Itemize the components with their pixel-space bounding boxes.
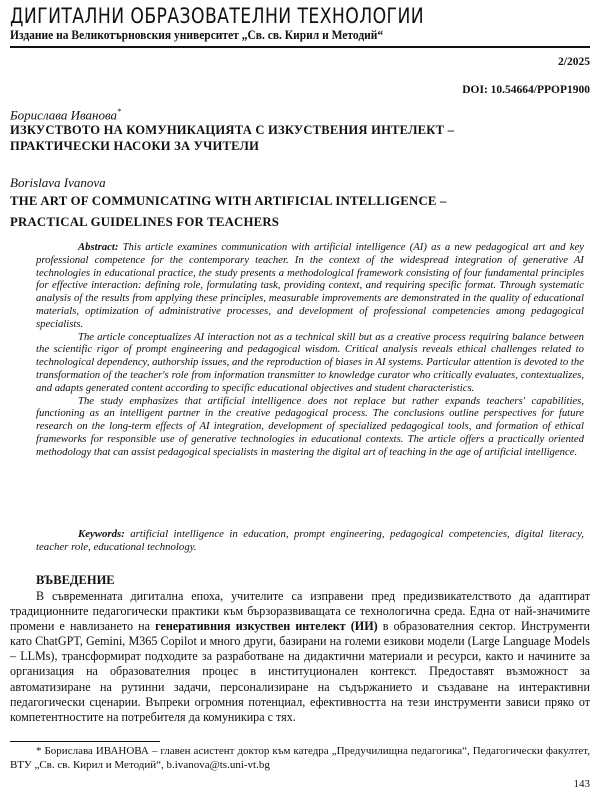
title-en-line: THE ART OF COMMUNICATING WITH ARTIFICIAL INTELLIGENCE – (10, 194, 447, 208)
footnote-rule (10, 741, 160, 742)
author-en: Borislava Ivanova (10, 175, 106, 190)
title-bg-line: ПРАКТИЧЕСКИ НАСОКИ ЗА УЧИТЕЛИ (10, 139, 260, 153)
abstract-text: This article examines communication with artificial intelligence (AI) as a new pedagogical art and key professional competence for the contemporary teacher. In the context of the widespread integration of generative AI technologies in educational practice, the study presents a methodological framework consisting of four fundamental principles for effective interaction: defining role, formulating task, providing context, and requiring specific format. Through systematic analysis of the results from applying these principles, measurable improvements are demonstrated in the quality of educational materials, optimization of administrative processes, and development of professional competencies among pedagogical specialists. (36, 241, 585, 330)
header-rule (10, 46, 590, 48)
abstract-label: Abstract: (78, 241, 119, 253)
title-en-line: PRACTICAL GUIDELINES FOR TEACHERS (10, 215, 280, 229)
abstract-paragraph (36, 241, 584, 331)
author-footnote: * Борислава ИВАНОВА – главен асистент доктор към катедра „Предучилищна педагогика“, Педагогически факултет, ВТУ „Св. св. Кирил и Методий“, b.ivanova@ts.uni-vt.bg (10, 745, 590, 771)
section-heading-introduction: ВЪВЕДЕНИЕ (36, 573, 115, 587)
intro-text: в образователния сектор. Инструменти като ChatGPT, Gemini, M365 Copilot и много други, базирани на големи езикови модели (Large Language Models – LLMs), трансформират подходите за разработване на дидактични материали и ресурси, както и начините за организация на образователния процес в институционален контекст. Предоставят възможност за автоматизиране на рутинни задачи, персонализиране на съдържанието и създаване на интерактивни педагогически сценарии. Въпреки огромния потенциал, ефективността на тези инструменти зависи пряко от компетентностите на потребителя да комуникира с тях. (10, 619, 590, 724)
page-number: 143 (573, 778, 590, 790)
abstract (36, 241, 584, 459)
author-bg (10, 107, 121, 123)
publisher-line: Издание на Великотърновския университет „Св. св. Кирил и Методий“ (10, 28, 384, 42)
abstract-paragraph: The study emphasizes that artificial intelligence does not replace but rather expands teachers' capabilities, functioning as an intelligent partner in the creative pedagogical process. The conclusions outline perspectives for future research on the long-term effects of AI integration, development of specialized pedagogical tools, and formation of ethical frameworks for responsible use of generative technologies in educational contexts. The article offers a practically oriented methodology that can assist pedagogical specialists in mastering the digital art of teaching in the age of artificial intelligence. (36, 394, 584, 458)
intro-text: В съвременната дигитална епоха, учителите са изправени пред предизвикателството да адаптират традиционните педагогически практики към бързоразвиващата се технологична среда. Една от най-значимите промени е навлизането на (10, 589, 590, 634)
abstract-paragraph: The article conceptualizes AI interaction not as a technical skill but as a creative process requiring balance between the scientific rigor of prompt engineering and pedagogical wisdom. Critical analysis reveals ethical challenges related to technological dependency, authorship issues, and the reproduction of biases in AI systems. Particular attention is devoted to the transformation of the teacher's role from information transmitter to knowledge curator who critically evaluates, contextualizes, and adapts generated content according to specific educational objectives and student characteristics. (36, 330, 584, 394)
doi: DOI: 10.54664/PPOP1900 (462, 84, 590, 96)
intro-bold-term: генеративния изкуствен интелект (ИИ) (155, 619, 378, 634)
author-footnote-mark: * (117, 107, 122, 116)
title-bg-line: ИЗКУСТВОТО НА КОМУНИКАЦИЯТА С ИЗКУСТВЕНИЯ ИНТЕЛЕКТ – (10, 123, 455, 137)
title-en (10, 191, 590, 233)
keywords-label: Keywords: (78, 528, 125, 540)
journal-title: ДИГИТАЛНИ ОБРАЗОВАТЕЛНИ ТЕХНОЛОГИИ (10, 4, 425, 28)
title-bg (10, 122, 590, 154)
author-bg-name: Борислава Иванова (10, 107, 118, 123)
issue-number: 2/2025 (558, 56, 590, 68)
keywords-text: artificial intelligence in education, prompt engineering, pedagogical competencies, digital literacy, teacher role, educational technology. (36, 528, 584, 554)
keywords (36, 528, 584, 554)
introduction-paragraph (10, 589, 590, 725)
